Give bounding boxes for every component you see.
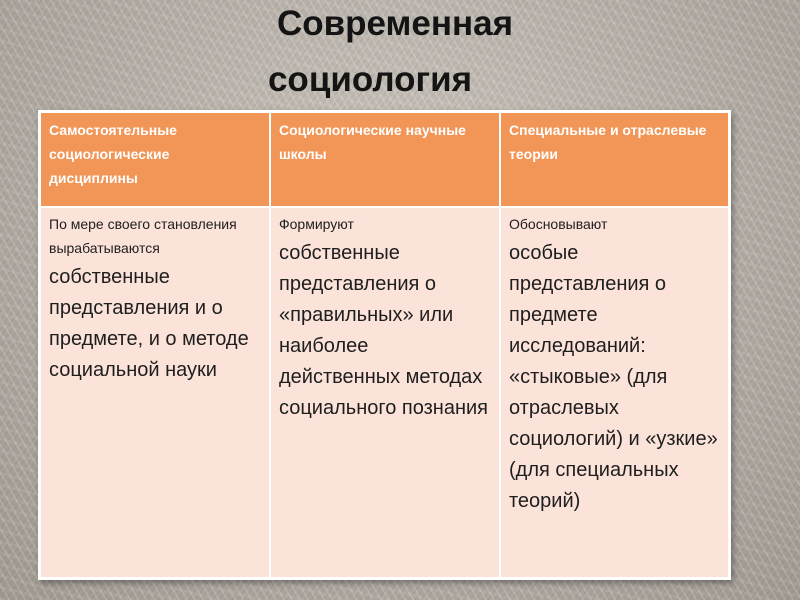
cell-intro-text: Формируют bbox=[279, 216, 354, 232]
cell-main-text: собственные представления о «правильных» или наиболее действенных методах социального познания bbox=[279, 242, 489, 419]
cell-scientific-schools bbox=[270, 207, 500, 578]
table-row bbox=[40, 207, 729, 578]
cell-intro-text: Обосновывают bbox=[509, 216, 608, 232]
cell-independent-disciplines bbox=[40, 207, 270, 578]
cell-main-text: особые представления о предмете исследований: «стыковые» (для отраслевых социологий) и «узкие» (для специальных теорий) bbox=[509, 242, 718, 512]
cell-special-theories bbox=[500, 207, 729, 578]
header-special-theories: Специальные и отраслевые теории bbox=[500, 112, 729, 207]
header-independent-disciplines: Самостоятельные социологические дисциплины bbox=[40, 112, 270, 207]
comparison-table bbox=[38, 110, 731, 580]
header-scientific-schools: Социологические научные школы bbox=[270, 112, 500, 207]
slide-title-line-1: Современная bbox=[276, 4, 514, 43]
table-header-row bbox=[40, 112, 729, 207]
slide-title-line-2: социология bbox=[267, 60, 473, 99]
cell-intro-text: По мере своего становления вырабатываются bbox=[49, 216, 237, 256]
cell-main-text: собственные представления и о предмете, и о методе социальной науки bbox=[49, 266, 249, 381]
